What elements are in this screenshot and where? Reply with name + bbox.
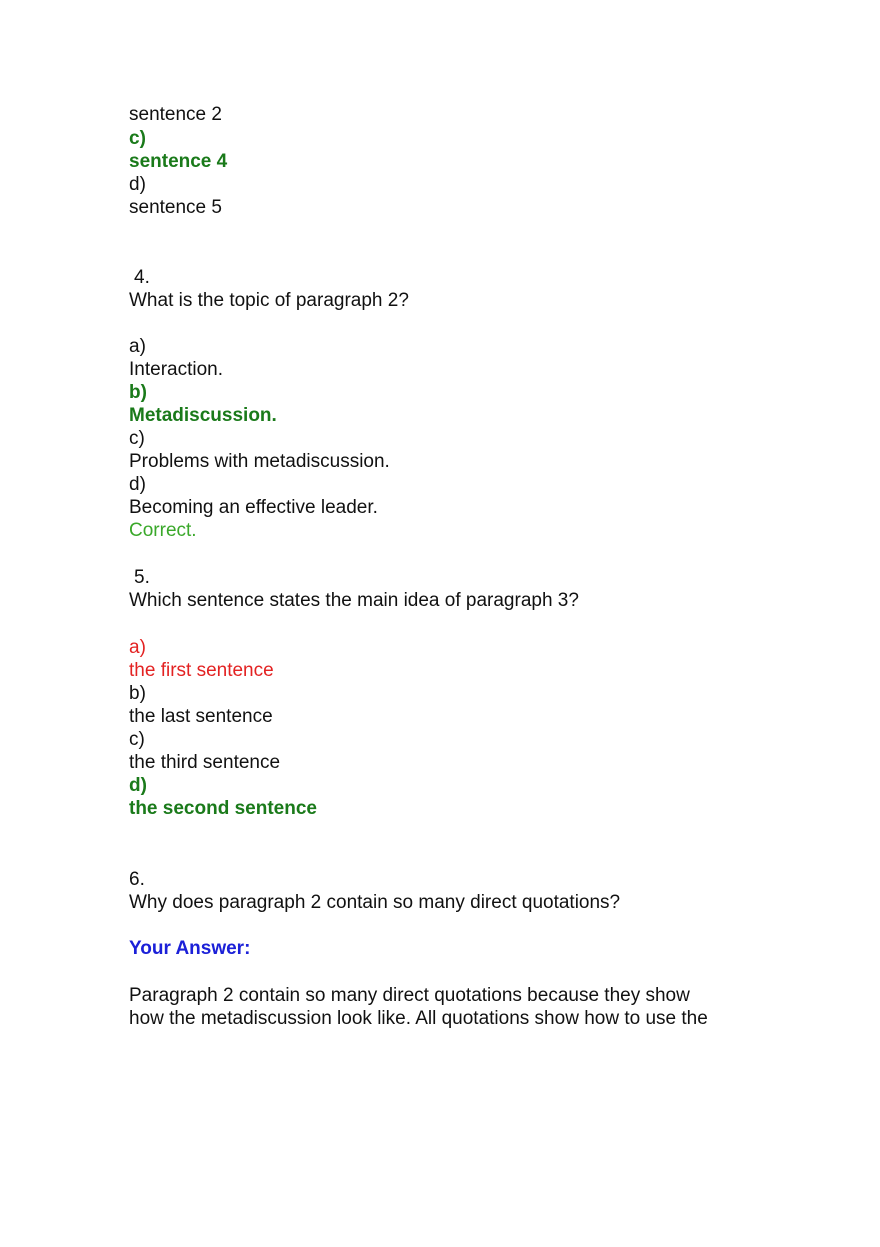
- option-text-correct: sentence 4: [129, 151, 228, 172]
- option-letter: d): [129, 474, 146, 495]
- option-text: the third sentence: [129, 752, 281, 773]
- option-letter: b): [129, 683, 146, 704]
- option-text-correct: Metadiscussion.: [129, 405, 277, 426]
- option-letter: c): [129, 729, 145, 750]
- option-letter: c): [129, 428, 145, 449]
- question-number: 6.: [129, 869, 145, 890]
- option-letter-correct: b): [129, 382, 147, 403]
- question-text: Why does paragraph 2 contain so many direct quotations?: [129, 892, 621, 913]
- option-letter-correct: d): [129, 775, 147, 796]
- option-letter: a): [129, 336, 146, 357]
- option-letter-correct: c): [129, 128, 146, 149]
- question-text: Which sentence states the main idea of paragraph 3?: [129, 590, 579, 611]
- option-text-selected-wrong: the first sentence: [129, 660, 274, 681]
- answer-text-line: how the metadiscussion look like. All quotations show how to use the: [129, 1008, 708, 1029]
- option-text: sentence 5: [129, 197, 222, 218]
- option-text-correct: the second sentence: [129, 798, 317, 819]
- option-text: sentence 2: [129, 104, 222, 125]
- answer-text-line: Paragraph 2 contain so many direct quotations because they show: [129, 985, 690, 1006]
- question-text: What is the topic of paragraph 2?: [129, 290, 409, 311]
- option-text: Interaction.: [129, 359, 223, 380]
- question-number: 5.: [134, 567, 150, 588]
- option-text: the last sentence: [129, 706, 273, 727]
- your-answer-label: Your Answer:: [129, 938, 251, 959]
- option-letter-selected-wrong: a): [129, 637, 146, 658]
- option-text: Becoming an effective leader.: [129, 497, 378, 518]
- feedback-correct: Correct.: [129, 520, 197, 541]
- question-number: 4.: [134, 267, 150, 288]
- option-letter: d): [129, 174, 146, 195]
- option-text: Problems with metadiscussion.: [129, 451, 390, 472]
